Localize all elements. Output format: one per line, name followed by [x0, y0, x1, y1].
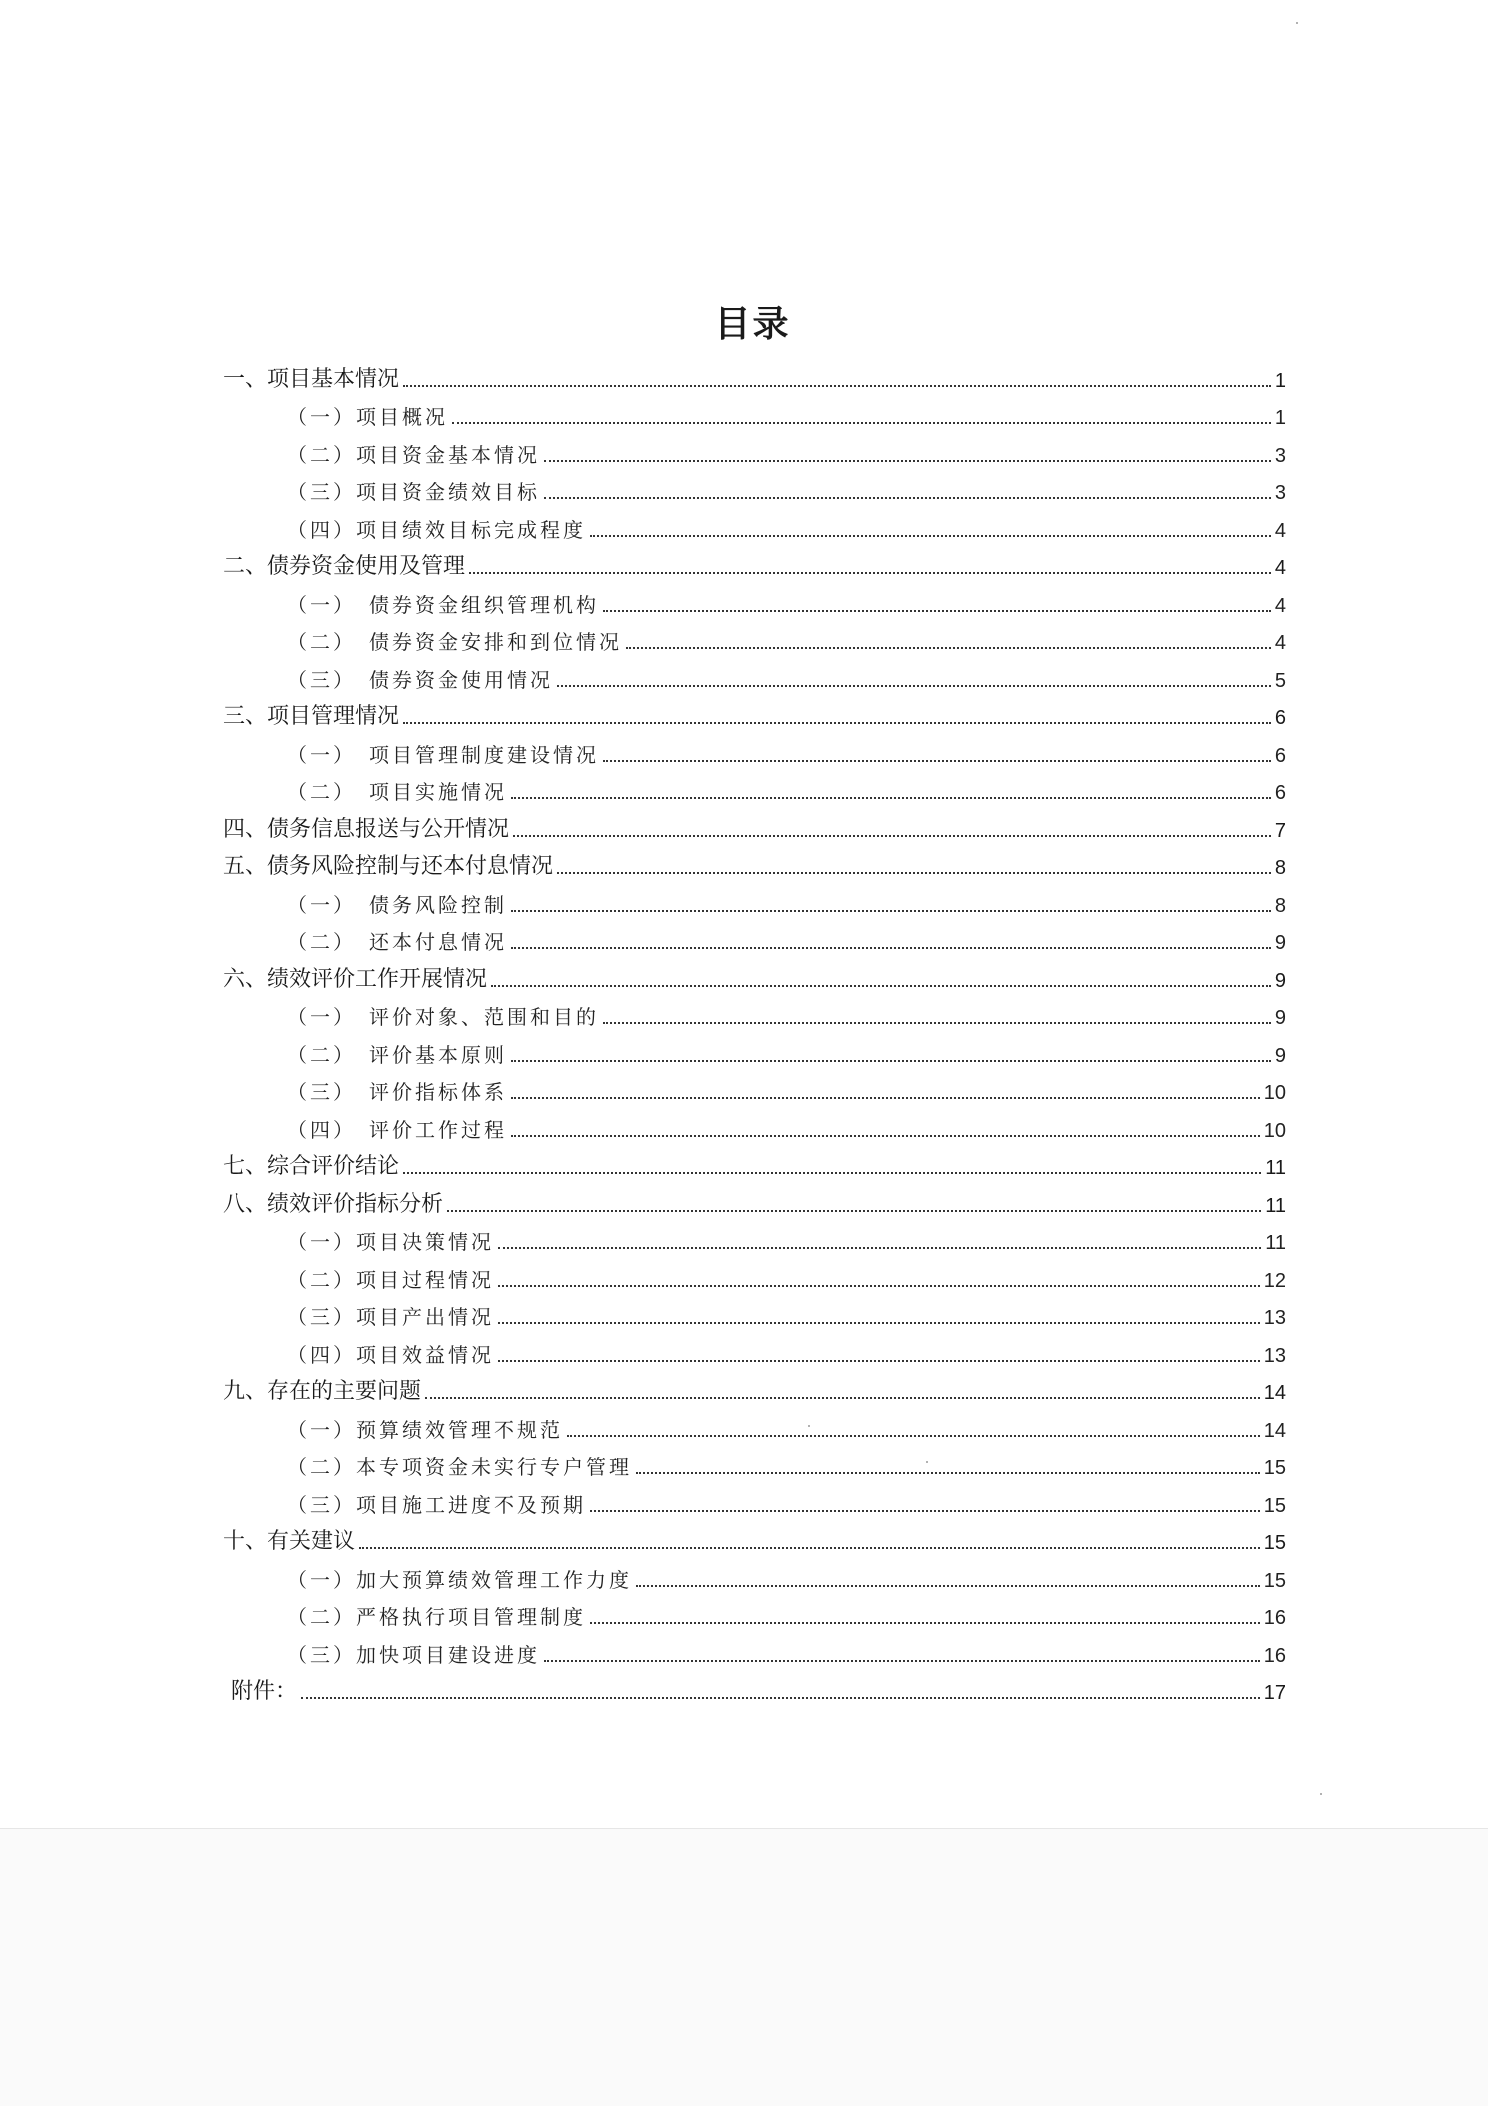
toc-entry-label: 一、项目基本情况	[223, 366, 400, 392]
toc-page-number: 5	[1274, 669, 1286, 692]
page-title: 目录	[714, 304, 791, 345]
toc-entry-label: （四）项目效益情况	[287, 1342, 494, 1367]
toc-page-number: 14	[1263, 1382, 1286, 1404]
toc-entry-label: 十、有关建议	[223, 1529, 356, 1554]
toc-section-entry[interactable]	[223, 1184, 1286, 1222]
dot-leader	[452, 421, 1271, 424]
toc-entry-label: （二） 项目实施情况	[287, 780, 507, 804]
dot-leader	[567, 1434, 1260, 1437]
toc-entry-label: 三、项目管理情况	[223, 704, 400, 729]
toc-subsection-entry[interactable]	[223, 734, 1286, 772]
toc-entry-label: 九、存在的主要问题	[223, 1379, 422, 1404]
toc-entry-label: （二）严格执行项目管理制度	[287, 1605, 586, 1629]
dot-leader	[498, 1246, 1261, 1249]
toc-page-number: 16	[1263, 1644, 1286, 1667]
dot-leader	[469, 571, 1271, 574]
toc-page-number: 15	[1263, 1457, 1286, 1479]
toc-entry-label: （一） 评价对象、范围和目的	[287, 1005, 599, 1029]
dot-leader	[301, 1696, 1260, 1699]
toc-section-entry[interactable]	[223, 1372, 1286, 1410]
toc-subsection-entry[interactable]	[223, 922, 1286, 960]
toc-page-number: 17	[1263, 1682, 1286, 1704]
toc-page-number: 6	[1274, 707, 1286, 729]
toc-page-number: 8	[1274, 857, 1286, 879]
dot-leader	[447, 1209, 1261, 1212]
toc-page-number: 4	[1274, 632, 1286, 654]
table-of-contents	[223, 359, 1286, 1709]
dot-leader	[511, 946, 1271, 949]
dot-leader	[403, 721, 1271, 724]
scan-speck	[1296, 22, 1298, 24]
toc-page-number: 4	[1274, 557, 1286, 579]
toc-page-number: 10	[1263, 1082, 1286, 1104]
dot-leader	[491, 984, 1271, 987]
dot-leader	[403, 384, 1271, 387]
toc-page-number: 6	[1274, 744, 1286, 767]
dot-leader	[513, 834, 1271, 837]
toc-section-entry[interactable]	[223, 1147, 1286, 1185]
toc-page-number: 3	[1274, 444, 1286, 467]
toc-subsection-entry[interactable]	[223, 509, 1286, 547]
toc-entry-label: （一） 债券资金组织管理机构	[287, 592, 599, 617]
dot-leader	[626, 646, 1271, 649]
toc-entry-label: （三）项目资金绩效目标	[287, 480, 540, 504]
toc-page-number: 14	[1263, 1419, 1286, 1442]
toc-page-number: 12	[1263, 1269, 1286, 1292]
dot-leader	[498, 1284, 1260, 1287]
dot-leader	[603, 609, 1271, 612]
toc-subsection-entry[interactable]	[223, 1297, 1286, 1335]
toc-section-entry[interactable]	[223, 547, 1286, 585]
toc-subsection-entry[interactable]	[223, 1409, 1286, 1447]
toc-entry-label: （一）加大预算绩效管理工作力度	[287, 1567, 632, 1592]
toc-entry-label: （二） 评价基本原则	[287, 1042, 507, 1067]
toc-entry-label: （一）项目决策情况	[287, 1230, 494, 1254]
toc-page-number: 7	[1274, 819, 1286, 842]
toc-section-entry[interactable]	[223, 959, 1286, 997]
toc-entry-label: （三） 评价指标体系	[287, 1080, 507, 1104]
toc-subsection-entry[interactable]	[223, 1447, 1286, 1485]
toc-subsection-entry[interactable]	[223, 1559, 1286, 1597]
toc-entry-label: （一） 债务风险控制	[287, 892, 507, 917]
toc-entry-label: （三） 债券资金使用情况	[287, 667, 553, 692]
toc-page-number: 13	[1263, 1307, 1286, 1329]
toc-page-number: 11	[1265, 1194, 1286, 1217]
toc-subsection-entry[interactable]	[223, 1072, 1286, 1110]
toc-subsection-entry[interactable]	[223, 397, 1286, 435]
toc-subsection-entry[interactable]	[223, 772, 1286, 810]
toc-page-number: 13	[1263, 1344, 1286, 1367]
toc-page-number: 15	[1263, 1494, 1286, 1517]
toc-section-entry[interactable]	[223, 1522, 1286, 1560]
toc-entry-label: （二）项目过程情况	[287, 1267, 494, 1292]
dot-leader	[590, 534, 1271, 537]
dot-leader	[603, 759, 1271, 762]
toc-subsection-entry[interactable]	[223, 584, 1286, 622]
toc-subsection-entry[interactable]	[223, 1597, 1286, 1635]
toc-entry-label: 六、绩效评价工作开展情况	[223, 966, 488, 992]
toc-section-entry[interactable]	[223, 809, 1286, 847]
toc-page-number: 15	[1263, 1569, 1286, 1592]
toc-subsection-entry[interactable]	[223, 622, 1286, 660]
toc-entry-label: （三）加快项目建设进度	[287, 1642, 540, 1667]
toc-subsection-entry[interactable]	[223, 1634, 1286, 1672]
toc-page-number: 1	[1274, 407, 1286, 429]
dot-leader	[590, 1621, 1260, 1624]
toc-page-number: 9	[1274, 969, 1286, 992]
toc-appendix-entry[interactable]	[223, 1672, 1286, 1710]
toc-entry-label: 四、债务信息报送与公开情况	[223, 816, 510, 842]
dot-leader	[636, 1471, 1260, 1474]
toc-page-number: 11	[1265, 1157, 1286, 1179]
dot-leader	[511, 1096, 1260, 1099]
dot-leader	[498, 1321, 1260, 1324]
toc-entry-label: 七、综合评价结论	[223, 1154, 400, 1179]
dot-leader	[544, 496, 1271, 499]
toc-section-entry[interactable]	[223, 359, 1286, 397]
toc-subsection-entry[interactable]	[223, 1109, 1286, 1147]
toc-entry-label: （二） 债券资金安排和到位情况	[287, 630, 622, 654]
toc-entry-label: （一） 项目管理制度建设情况	[287, 742, 599, 767]
scan-bottom-margin	[0, 1828, 1488, 2106]
toc-page-number: 9	[1274, 932, 1286, 954]
dot-leader	[636, 1584, 1260, 1587]
scan-speck	[1320, 1793, 1322, 1795]
toc-page-number: 9	[1274, 1007, 1286, 1029]
toc-entry-label: 五、债务风险控制与还本付息情况	[223, 854, 554, 879]
toc-page-number: 11	[1265, 1232, 1286, 1254]
toc-subsection-entry[interactable]	[223, 1222, 1286, 1260]
toc-entry-label: （三）项目产出情况	[287, 1305, 494, 1329]
toc-entry-label: （一）预算绩效管理不规范	[287, 1417, 563, 1442]
dot-leader	[544, 459, 1271, 462]
toc-page-number: 4	[1274, 594, 1286, 617]
dot-leader	[425, 1396, 1260, 1399]
toc-entry-label: （二）本专项资金未实行专户管理	[287, 1455, 632, 1479]
toc-page-number: 10	[1263, 1119, 1286, 1142]
toc-entry-label: （四）项目绩效目标完成程度	[287, 517, 586, 542]
toc-page-number: 15	[1263, 1532, 1286, 1554]
toc-section-entry[interactable]	[223, 697, 1286, 735]
toc-subsection-entry[interactable]	[223, 434, 1286, 472]
toc-section-entry[interactable]	[223, 847, 1286, 885]
toc-page-number: 1	[1274, 369, 1286, 392]
dot-leader	[603, 1021, 1271, 1024]
toc-entry-label: （四） 评价工作过程	[287, 1117, 507, 1142]
toc-entry-label: 二、债券资金使用及管理	[223, 554, 466, 579]
toc-page-number: 4	[1274, 519, 1286, 542]
toc-entry-label: （三）项目施工进度不及预期	[287, 1492, 586, 1517]
toc-subsection-entry[interactable]	[223, 1484, 1286, 1522]
dot-leader	[403, 1171, 1261, 1174]
dot-leader	[511, 1134, 1260, 1137]
dot-leader	[544, 1659, 1260, 1662]
toc-subsection-entry[interactable]	[223, 1259, 1286, 1297]
toc-entry-label: 八、绩效评价指标分析	[223, 1191, 444, 1217]
toc-entry-label: （二） 还本付息情况	[287, 930, 507, 954]
dot-leader	[359, 1546, 1260, 1549]
toc-page-number: 8	[1274, 894, 1286, 917]
dot-leader	[511, 1059, 1271, 1062]
dot-leader	[557, 684, 1271, 687]
toc-subsection-entry[interactable]	[223, 1334, 1286, 1372]
toc-subsection-entry[interactable]	[223, 1034, 1286, 1072]
dot-leader	[557, 871, 1271, 874]
dot-leader	[511, 796, 1271, 799]
dot-leader	[590, 1509, 1260, 1512]
toc-page-number: 9	[1274, 1044, 1286, 1067]
dot-leader	[511, 909, 1271, 912]
toc-page-number: 16	[1263, 1607, 1286, 1629]
toc-page-number: 6	[1274, 782, 1286, 804]
toc-subsection-entry[interactable]	[223, 472, 1286, 510]
toc-entry-label: （二）项目资金基本情况	[287, 442, 540, 467]
toc-entry-label: 附件：	[231, 1679, 298, 1704]
toc-entry-label: （一）项目概况	[287, 405, 448, 429]
toc-subsection-entry[interactable]	[223, 997, 1286, 1035]
dot-leader	[498, 1359, 1260, 1362]
toc-subsection-entry[interactable]	[223, 884, 1286, 922]
toc-subsection-entry[interactable]	[223, 659, 1286, 697]
toc-page-number: 3	[1274, 482, 1286, 504]
